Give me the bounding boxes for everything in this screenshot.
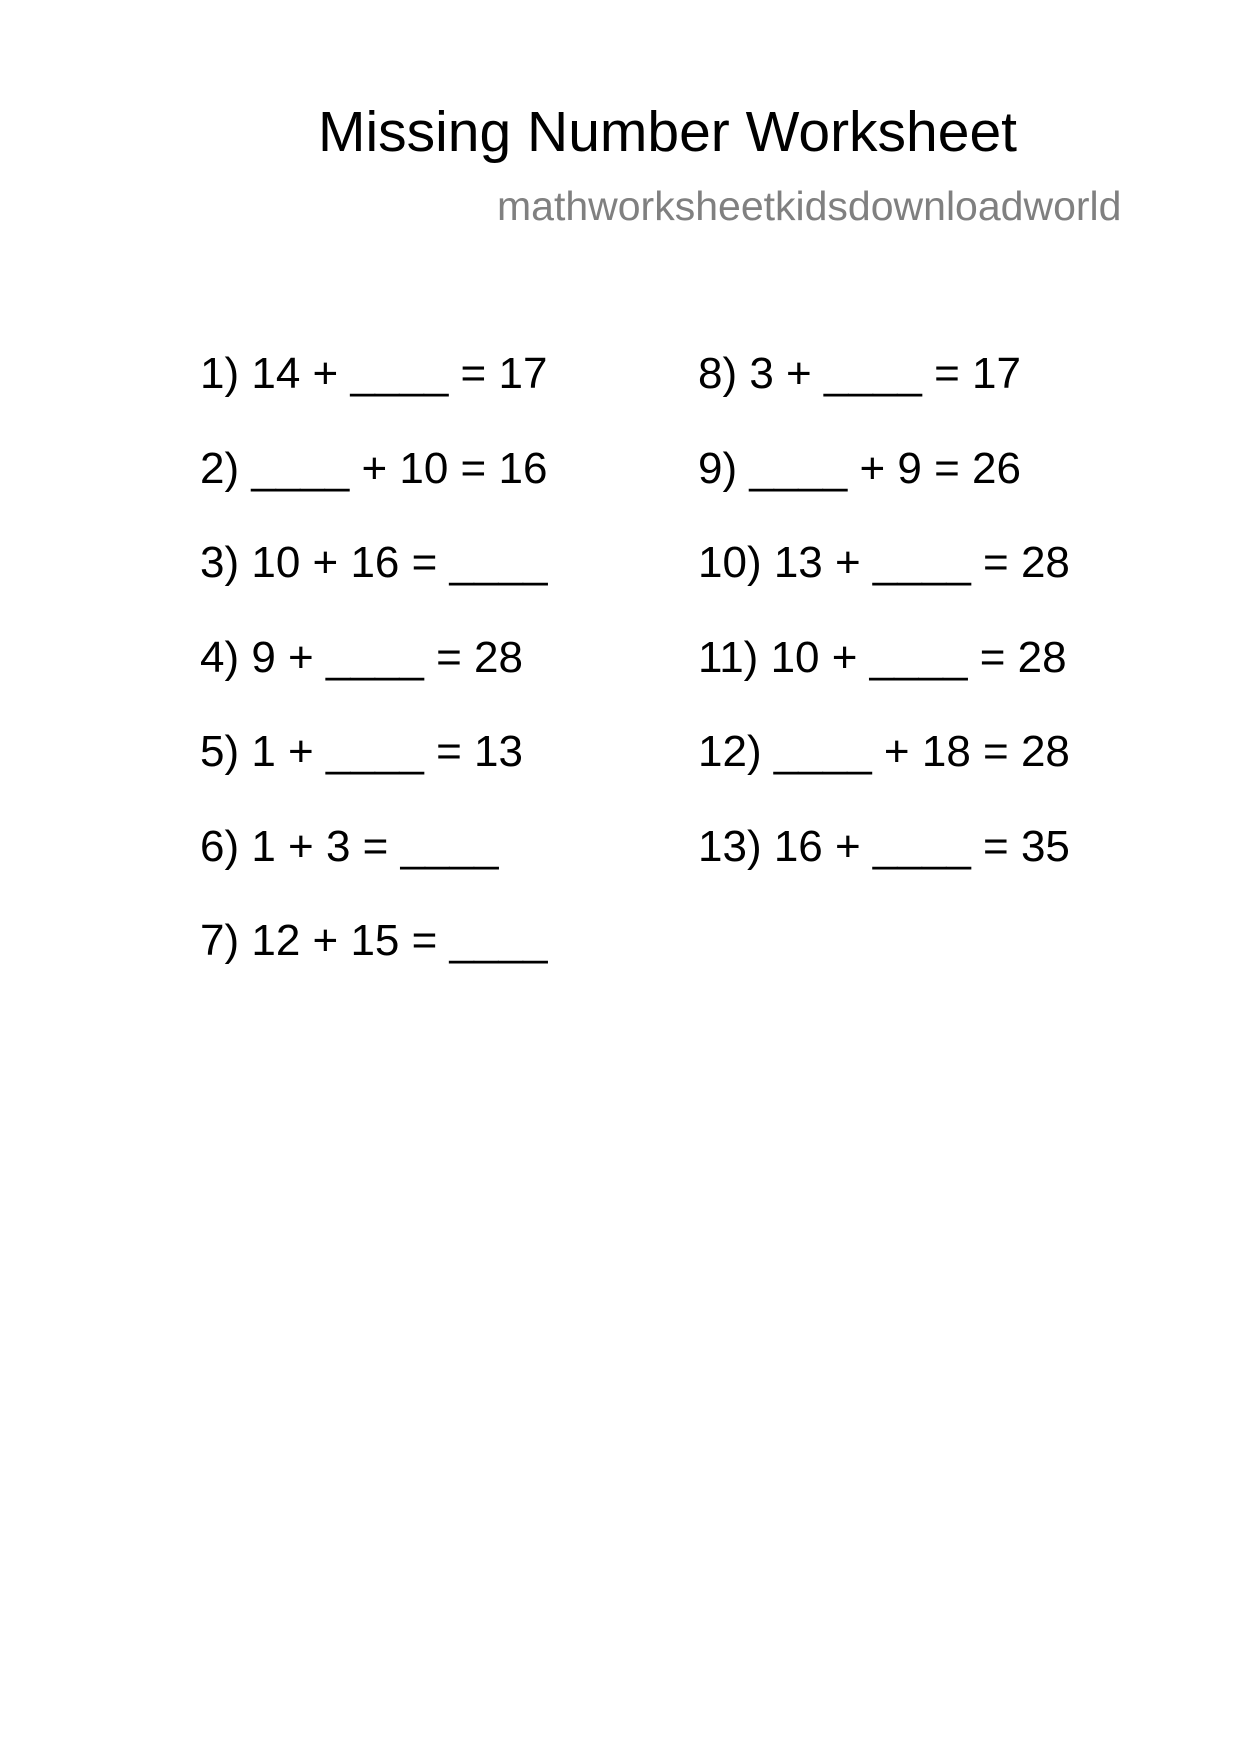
problem-number: 2): [200, 443, 240, 493]
problem-number: 7): [200, 916, 240, 965]
problem-number: 8): [698, 349, 738, 398]
page-title: Missing Number Worksheet: [317, 100, 1017, 164]
problem-item: [698, 817, 1070, 912]
problem-number: 1): [200, 349, 240, 398]
problem-number: 4): [200, 632, 240, 682]
problem-equation: ____ + 18 = 28: [773, 727, 1070, 776]
problem-item: [698, 533, 1070, 628]
problem-item: [200, 533, 547, 628]
problem-item: [200, 344, 547, 439]
problem-number: 11): [698, 632, 759, 682]
problem-number: 10): [698, 538, 762, 587]
problem-item: [200, 911, 547, 1006]
problem-number: 5): [200, 727, 240, 776]
problem-equation: ____ + 10 = 16: [251, 443, 548, 493]
problem-equation: 10 + ____ = 28: [770, 632, 1067, 682]
problem-number: 13): [698, 821, 762, 871]
problem-item: [200, 817, 547, 912]
problem-number: 3): [200, 538, 240, 587]
problem-item: [698, 344, 1070, 439]
problem-equation: 16 + ____ = 35: [773, 821, 1070, 871]
problem-column-right: [698, 344, 1070, 911]
problem-number: 6): [200, 821, 240, 871]
problem-item: [200, 439, 547, 534]
problem-equation: 13 + ____ = 28: [773, 538, 1070, 587]
problem-item: [698, 722, 1070, 817]
problem-equation: 14 + ____ = 17: [251, 349, 548, 398]
problem-item: [200, 722, 547, 817]
problem-number: 9): [698, 443, 738, 493]
problem-equation: 3 + ____ = 17: [749, 349, 1021, 398]
problem-equation: 9 + ____ = 28: [251, 632, 523, 682]
problem-item: [698, 628, 1070, 723]
problem-item: [200, 628, 547, 723]
problem-number: 12): [698, 727, 762, 776]
site-watermark: mathworksheetkidsdownloadworld: [497, 183, 1122, 229]
problem-equation: ____ + 9 = 26: [749, 443, 1021, 493]
problem-equation: 1 + ____ = 13: [251, 727, 523, 776]
problem-equation: 10 + 16 = ____: [251, 538, 548, 587]
problem-column-left: [200, 344, 547, 1006]
problem-equation: 12 + 15 = ____: [251, 916, 548, 965]
problem-equation: 1 + 3 = ____: [251, 821, 499, 871]
problem-item: [698, 439, 1070, 534]
